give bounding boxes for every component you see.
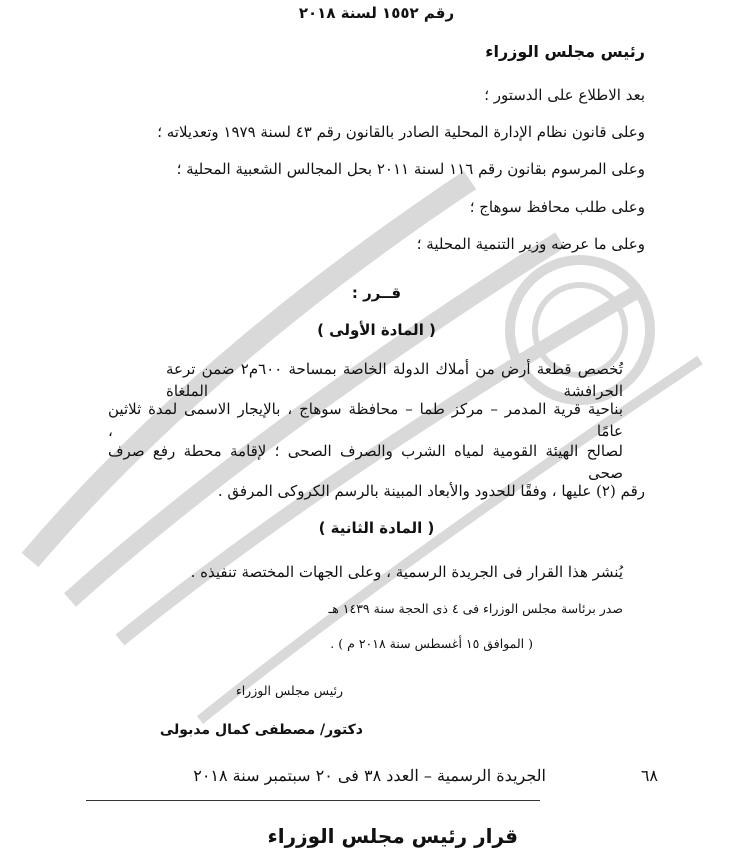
article-1-line-4: رقم (٢) عليها ، وفقًا للحدود والأبعاد المبينة بالرسم الكروكى المرفق . xyxy=(217,482,645,500)
gazette-info: الجريدة الرسمية – العدد ٣٨ فى ٢٠ سبتمبر سنة ٢٠١٨ xyxy=(193,766,546,785)
footer-divider xyxy=(86,800,540,801)
article-1-line-3: لصالح الهيئة القومية لمياه الشرب والصرف الصحى ؛ لإقامة محطة رفع صرف صحى xyxy=(108,442,623,482)
signatory-title: رئيس مجلس الوزراء xyxy=(235,683,343,698)
preamble-4: وعلى طلب محافظ سوهاج ؛ xyxy=(469,198,645,216)
article-1-line-1: تُخصص قطعة أرض من أملاك الدولة الخاصة بمساحة ٦٠٠م٢ ضمن ترعة الحرافشة الملغاة xyxy=(166,360,623,400)
decree-issuer: رئيس مجلس الوزراء xyxy=(485,42,645,61)
corresponding-line: ( الموافق ١٥ أغسطس سنة ٢٠١٨ م ) . xyxy=(330,636,533,651)
article-1-title: ( المادة الأولى ) xyxy=(317,321,436,339)
decided-heading: قــرر : xyxy=(351,284,402,302)
page-number: ٦٨ xyxy=(640,766,658,785)
next-decree-heading: قرار رئيس مجلس الوزراء xyxy=(267,824,518,848)
issued-line: صدر برئاسة مجلس الوزراء فى ٤ ذى الحجة سنة ١٤٣٩ هـ xyxy=(328,601,623,616)
article-2-title: ( المادة الثانية ) xyxy=(318,519,435,537)
decree-number: رقم ١٥٥٢ لسنة ٢٠١٨ xyxy=(298,4,455,22)
preamble-3: وعلى المرسوم بقانون رقم ١١٦ لسنة ٢٠١١ بحل المجالس الشعبية المحلية ؛ xyxy=(176,160,645,178)
signatory-name: دكتور/ مصطفى كمال مدبولى xyxy=(159,722,363,738)
preamble-5: وعلى ما عرضه وزير التنمية المحلية ؛ xyxy=(416,235,645,253)
article-2-text: يُنشر هذا القرار فى الجريدة الرسمية ، وعلى الجهات المختصة تنفيذه . xyxy=(190,563,623,581)
preamble-2: وعلى قانون نظام الإدارة المحلية الصادر بالقانون رقم ٤٣ لسنة ١٩٧٩ وتعديلاته ؛ xyxy=(157,123,645,141)
preamble-1: بعد الاطلاع على الدستور ؛ xyxy=(484,86,645,104)
article-1-line-2: بناحية قرية المدمر – مركز طما – محافظة سوهاج ، بالإيجار الاسمى لمدة ثلاثين عامًا ، xyxy=(108,400,623,440)
